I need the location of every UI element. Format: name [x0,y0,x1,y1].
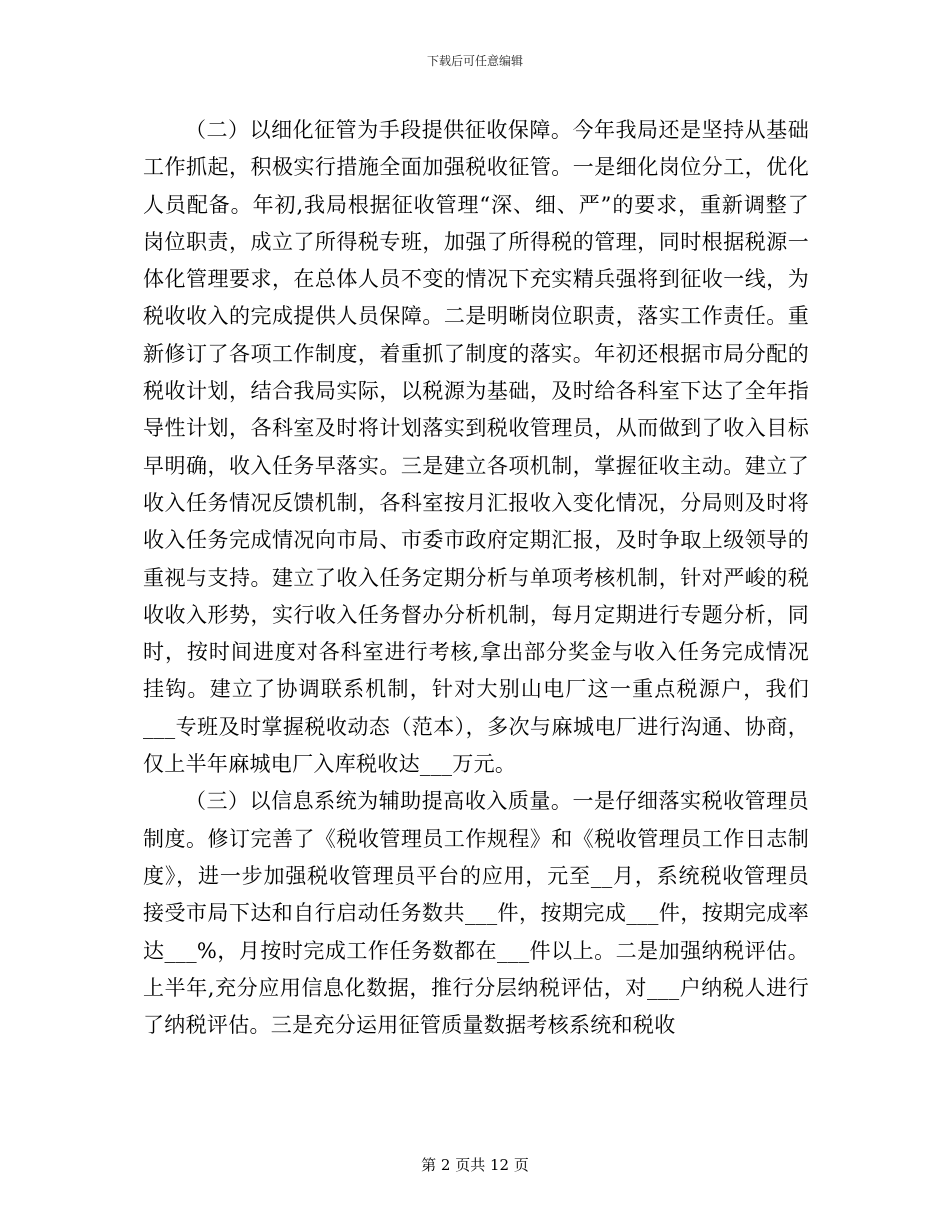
paragraph-section-2: （二）以细化征管为手段提供征收保障。今年我局还是坚持从基础工作抓起，积极实行措施全面加强税收征管。一是细化岗位分工，优化人员配备。年初,我局根据征收管理“深、细、严”的要求，重新调整了岗位职责，成立了所得税专班，加强了所得税的管理，同时根据税源一体化管理要求，在总体人员不变的情况下充实精兵强将到征收一线，为税收收入的完成提供人员保障。二是明晰岗位职责，落实工作责任。重新修订了各项工作制度，着重抓了制度的落实。年初还根据市局分配的税收计划，结合我局实际，以税源为基础，及时给各科室下达了全年指导性计划，各科室及时将计划落实到税收管理员，从而做到了收入目标早明确，收入任务早落实。三是建立各项机制，掌握征收主动。建立了收入任务情况反馈机制，各科室按月汇报收入变化情况，分局则及时将收入任务完成情况向市局、市委市政府定期汇报，及时争取上级领导的重视与支持。建立了收入任务定期分析与单项考核机制，针对严峻的税收收入形势，实行收入任务督办分析机制，每月定期进行专题分析，同时，按时间进度对各科室进行考核,拿出部分奖金与收入任务完成情况挂钩。建立了协调联系机制，针对大别山电厂这一重点税源户，我们___专班及时掌握税收动态（范本），多次与麻城电厂进行沟通、协商，仅上半年麻城电厂入库税收达___万元。 [143,118,809,777]
paragraph-section-3: （三）以信息系统为辅助提高收入质量。一是仔细落实税收管理员制度。修订完善了《税收管理员工作规程》和《税收管理员工作日志制度》，进一步加强税收管理员平台的应用，元至__月，系统税收管理员接受市局下达和自行启动任务数共___件，按期完成___件，按期完成率达___%，月按时完成工作任务数都在___件以上。二是加强纳税评估。上半年,充分应用信息化数据，推行分层纳税评估，对___户纳税人进行了纳税评估。三是充分运用征管质量数据考核系统和税收 [143,789,809,1038]
document-body [143,112,809,1044]
page-footer: 第 2 页共 12 页 [421,1156,529,1174]
page-header: 下载后可任意编辑 [426,54,523,68]
